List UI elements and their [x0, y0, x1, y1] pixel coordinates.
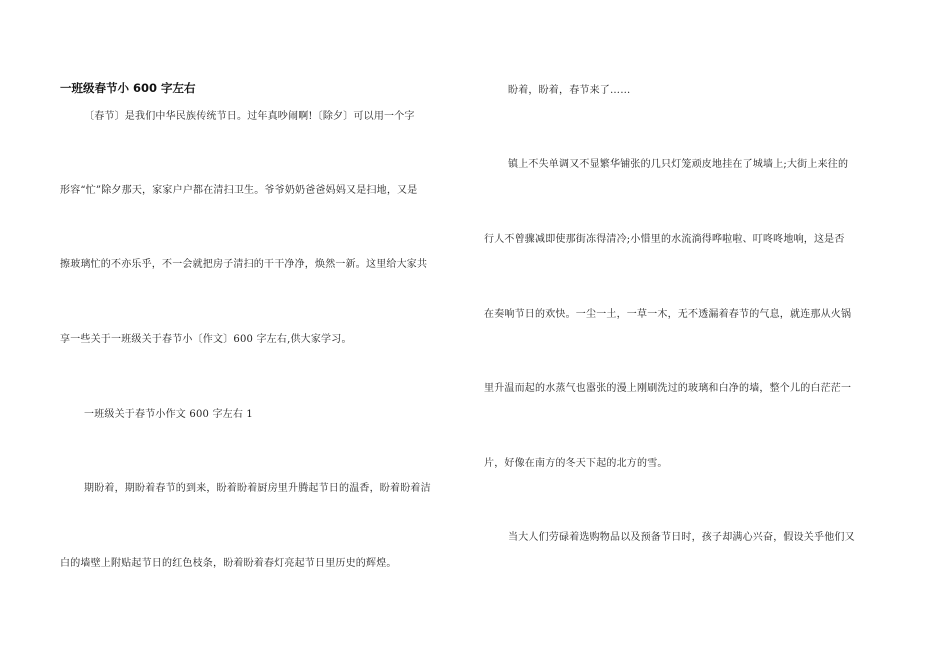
paragraph-line: 在奏响节日的欢快。一尘一土，一草一木，无不透漏着春节的气息，就连那从火锅	[484, 309, 852, 320]
paragraph-line: 享一些关于一班级关于春节小〔作文〕600 字左右,供大家学习。	[60, 334, 352, 345]
left-column	[60, 0, 465, 672]
paragraph-line: 当大人们劳碌着选购物品以及预备节日时，孩子却满心兴奋，假设关乎他们又	[508, 532, 855, 543]
section-heading: 一班级关于春节小作文 600 字左右 1	[84, 409, 253, 420]
paragraph-line: 擦玻璃忙的不亦乐乎，不一会就把房子清扫的干干净净，焕然一新。这里给大家共	[60, 259, 428, 270]
paragraph-line: 期盼着，期盼着春节的到来，盼着盼着厨房里升腾起节日的温香，盼着盼着洁	[84, 483, 431, 494]
paragraph-line: 形容“忙”除夕那天，家家户户都在清扫卫生。爷爷奶奶爸爸妈妈又是扫地，又是	[60, 185, 418, 196]
right-column	[484, 0, 889, 672]
paragraph-line: 盼着，盼着，春节来了……	[508, 85, 631, 96]
paragraph-line: 白的墙壁上附贴起节日的红色枝条，盼着盼着春灯亮起节日里历史的辉煌。	[60, 558, 397, 569]
paragraph-line: 里升温而起的水蒸气也嚣张的漫上刚刷洗过的玻璃和白净的墙，整个儿的白茫茫一	[484, 383, 852, 394]
paragraph-line: 行人不曾骤减即使那街冻得清冷;小惜里的水流淌得哗啦啦、叮咚咚地响，这是否	[484, 234, 845, 245]
document-title: 一班级春节小 600 字左右	[60, 81, 196, 95]
paragraph-line: 片，好像在南方的冬天下起的北方的雪。	[484, 458, 668, 469]
paragraph-line: 〔春节〕是我们中华民族传统节日。过年真吵闹啊!〔除夕〕可以用一个字	[84, 111, 415, 122]
paragraph-line: 镇上不失单调又不显繁华铺张的几只灯笼顽皮地挂在了城墙上;大街上来往的	[508, 159, 849, 170]
